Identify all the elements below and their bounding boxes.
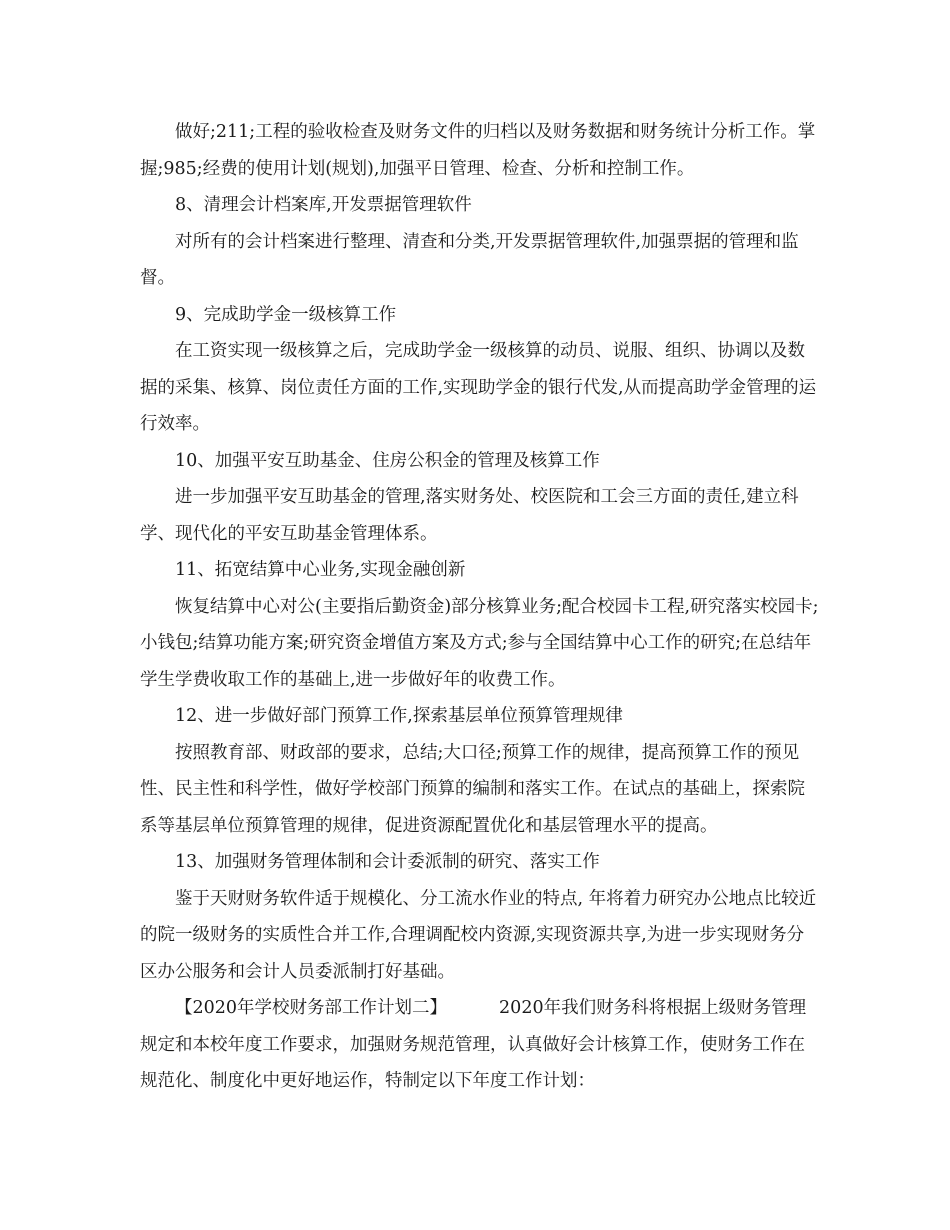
document-body xyxy=(140,114,820,1100)
section-heading-10: 10、加强平安互助基金、住房公积金的管理及核算工作 xyxy=(175,450,600,471)
section-heading-13: 13、加强财务管理体制和会计委派制的研究、落实工作 xyxy=(175,852,600,872)
paragraph-settlement-center: 恢复结算中心对公(主要指后勤资金)部分核算业务;配合校园卡工程,研究落实校园卡;小钱包;结算功能方案;研究资金增值方案及方式;参与全国结算中心工作的研究;在总结年学生学费收取工作的基础上,进一步做好年的收费工作。 xyxy=(140,596,819,690)
paragraph-management-system: 鉴于天财财务软件适于规模化、分工流水作业的特点, 年将着力研究办公地点比较近的院一级财务的实质性合并工作,合理调配校内资源,实现资源共享,为进一步实现财务分区办公服务和会计人员委派制打好基础。 xyxy=(140,888,817,982)
section-heading-11: 11、拓宽结算中心业务,实现金融创新 xyxy=(175,560,466,580)
plan-two-title: 【2020年学校财务部工作计划二】 xyxy=(175,998,448,1018)
paragraph-plan-two-intro xyxy=(140,990,820,1100)
section-heading-9: 9、完成助学金一级核算工作 xyxy=(175,304,397,325)
paragraph-budget: 按照教育部、财政部的要求，总结;大口径;预算工作的规律，提高预算工作的预见性、民主性和科学性，做好学校部门预算的编制和落实工作。在试点的基础上，探索院系等基层单位预算管理的规律，促进资源配置优化和基层管理水平的提高。 xyxy=(140,742,805,836)
paragraph-mutual-aid: 进一步加强平安互助基金的管理,落实财务处、校医院和工会三方面的责任,建立科学、现代化的平安互助基金管理体系。 xyxy=(140,487,799,544)
paragraph-grants: 在工资实现一级核算之后，完成助学金一级核算的动员、说服、组织、协调以及数据的采集、核算、岗位责任方面的工作,实现助学金的银行代发,从而提高助学金管理的运行效率。 xyxy=(140,341,817,434)
paragraph-archives: 对所有的会计档案进行整理、清查和分类,开发票据管理软件,加强票据的管理和监督。 xyxy=(140,231,799,288)
section-heading-8: 8、清理会计档案库,开发票据管理软件 xyxy=(175,195,472,215)
plan-two-text: 2020年我们财务科将根据上级财务管理规定和本校年度工作要求，加强财务规范管理，认真做好会计核算工作，使财务工作在规范化、制度化中更好地运作，特制定以下年度工作计划： xyxy=(140,998,807,1091)
paragraph-211-985: 做好;211;工程的验收检查及财务文件的归档以及财务数据和财务统计分析工作。掌握;985;经费的使用计划(规划),加强平日管理、检查、分析和控制工作。 xyxy=(140,122,816,179)
section-heading-12: 12、进一步做好部门预算工作,探索基层单位预算管理规律 xyxy=(175,706,623,726)
